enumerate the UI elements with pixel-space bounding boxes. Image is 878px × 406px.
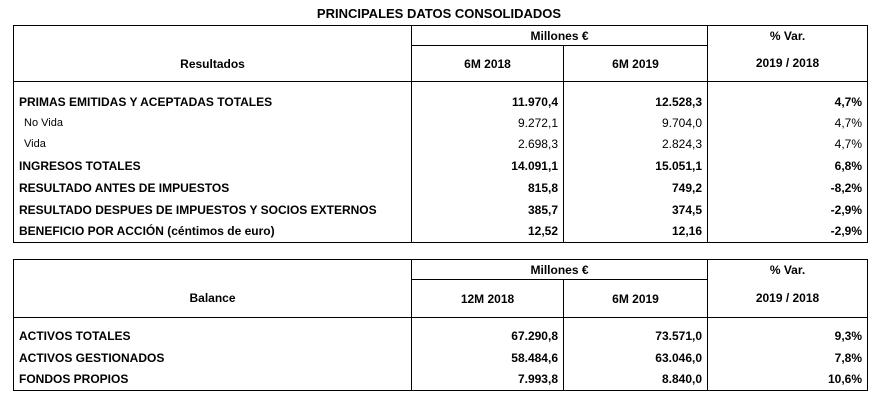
cell-value: 7.993,8 [412, 369, 564, 391]
cell-value: 4,7% [708, 92, 868, 113]
cell-value: 73.571,0 [564, 326, 708, 347]
cell-value: 8.840,0 [564, 369, 708, 391]
balance-col-1: 12M 2018 [412, 280, 564, 318]
row-label: ACTIVOS GESTIONADOS [14, 347, 412, 369]
results-col-2: 6M 2019 [564, 46, 708, 82]
table-row [14, 221, 868, 243]
cell-value: 4,7% [708, 134, 868, 155]
results-var-header: % Var. [708, 26, 868, 46]
table-row [14, 92, 868, 113]
table-row [14, 369, 868, 391]
row-label: Vida [14, 134, 412, 155]
balance-var-header: % Var. [708, 260, 868, 280]
cell-value: 12,16 [564, 221, 708, 243]
results-table [13, 25, 868, 243]
cell-value: 749,2 [564, 177, 708, 199]
cell-value: 12.528,3 [564, 92, 708, 113]
row-label: INGRESOS TOTALES [14, 155, 412, 177]
cell-value: 374,5 [564, 199, 708, 221]
table-row [14, 134, 868, 155]
results-col-1: 6M 2018 [412, 46, 564, 82]
cell-value: 6,8% [708, 155, 868, 177]
balance-col-2: 6M 2019 [564, 280, 708, 318]
cell-value: 12,52 [412, 221, 564, 243]
row-label: No Vida [14, 113, 412, 134]
cell-value: 58.484,6 [412, 347, 564, 369]
balance-table [13, 259, 868, 391]
cell-value: 815,8 [412, 177, 564, 199]
cell-value: 9.704,0 [564, 113, 708, 134]
cell-value: -2,9% [708, 199, 868, 221]
row-label: RESULTADO ANTES DE IMPUESTOS [14, 177, 412, 199]
table-row [14, 155, 868, 177]
cell-value: 2.824,3 [564, 134, 708, 155]
cell-value: 11.970,4 [412, 92, 564, 113]
table-row [14, 113, 868, 134]
table-row [14, 347, 868, 369]
cell-value: 9.272,1 [412, 113, 564, 134]
cell-value: 4,7% [708, 113, 868, 134]
cell-value: 385,7 [412, 199, 564, 221]
cell-value: 67.290,8 [412, 326, 564, 347]
table-row [14, 326, 868, 347]
table-row [14, 199, 868, 221]
cell-value: -8,2% [708, 177, 868, 199]
balance-label-header: Balance [14, 260, 412, 318]
cell-value: 10,6% [708, 369, 868, 391]
results-label-header: Resultados [14, 26, 412, 82]
row-label: RESULTADO DESPUES DE IMPUESTOS Y SOCIOS EXTERNOS [14, 199, 412, 221]
cell-value: 9,3% [708, 326, 868, 347]
table-row [14, 177, 868, 199]
cell-value: 2.698,3 [412, 134, 564, 155]
cell-value: 14.091,1 [412, 155, 564, 177]
page-title: PRINCIPALES DATOS CONSOLIDADOS [316, 6, 562, 21]
row-label: BENEFICIO POR ACCIÓN (céntimos de euro) [14, 221, 412, 243]
row-label: FONDOS PROPIOS [14, 369, 412, 391]
results-col-3: 2019 / 2018 [708, 46, 868, 82]
row-label: ACTIVOS TOTALES [14, 326, 412, 347]
cell-value: 63.046,0 [564, 347, 708, 369]
cell-value: 15.051,1 [564, 155, 708, 177]
balance-col-3: 2019 / 2018 [708, 280, 868, 318]
results-group-header: Millones € [412, 26, 708, 46]
balance-group-header: Millones € [412, 260, 708, 280]
cell-value: 7,8% [708, 347, 868, 369]
cell-value: -2,9% [708, 221, 868, 243]
row-label: PRIMAS EMITIDAS Y ACEPTADAS TOTALES [14, 92, 412, 113]
